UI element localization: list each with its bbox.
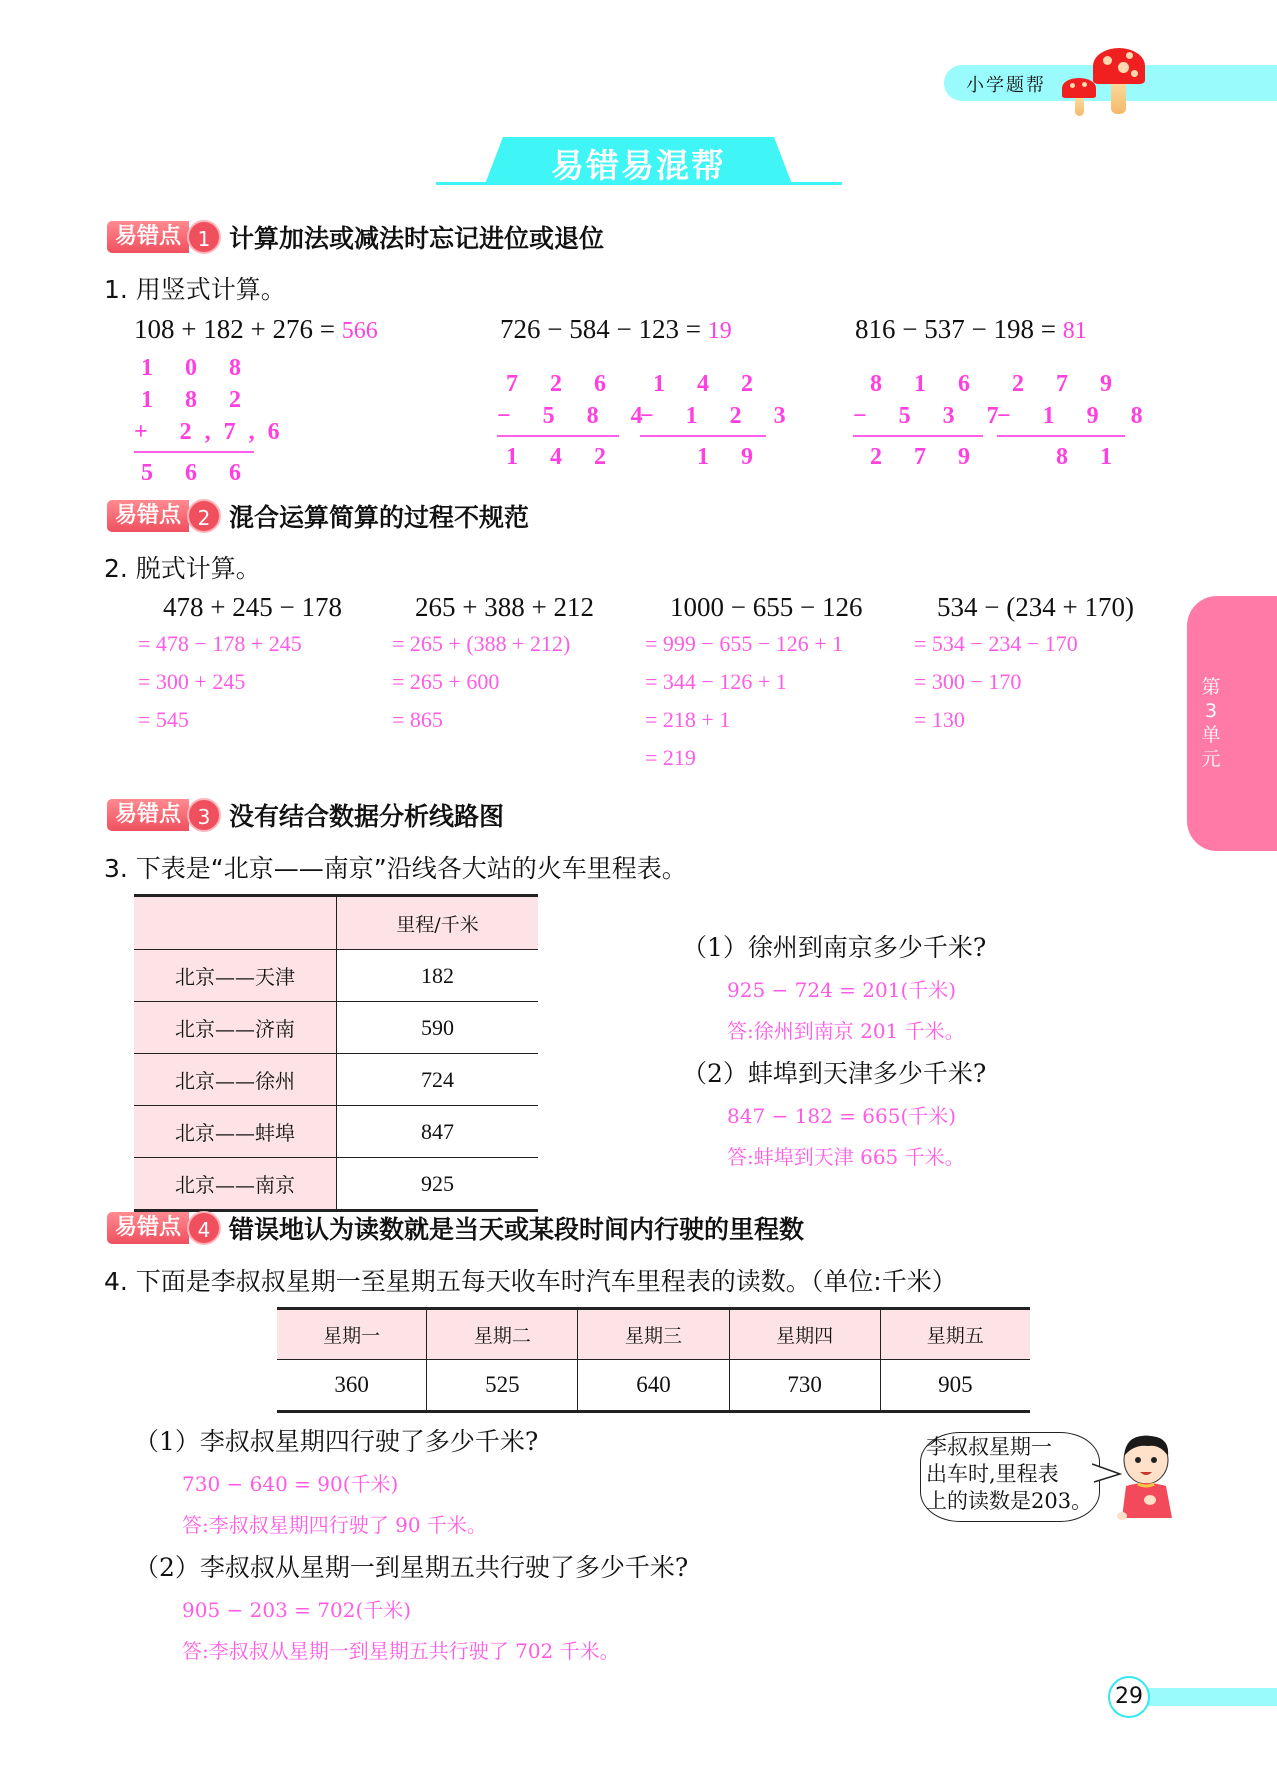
table-row: 北京——天津 182	[134, 950, 538, 1002]
table-row: 北京——济南 590	[134, 1002, 538, 1054]
step-calculation: 534 − (234 + 170) = 534 − 234 − 170 = 300 − 170 = 130	[914, 592, 1134, 732]
table-header-row: 里程/千米	[134, 896, 538, 950]
vertical-calculation: 1 0 8 1 8 2 + 2,7,6 5 6 6	[134, 355, 293, 486]
result-line	[497, 435, 619, 437]
section-number: 2	[187, 499, 221, 533]
table-header-row: 星期一 星期二 星期三 星期四 星期五	[277, 1309, 1030, 1360]
section-title: 混合运算简算的过程不规范	[229, 503, 530, 532]
question-1: 1. 用竖式计算。	[104, 275, 286, 304]
vertical-calculation: 7 2 6 − 5 8 4 1 4 2	[497, 371, 656, 470]
table-row: 北京——徐州 724	[134, 1054, 538, 1106]
error-point-badge: 易错点	[107, 500, 189, 532]
subquestion-block: （1）李叔叔星期四行驶了多少千米? 730 − 640 = 90(千米) 答:李叔叔星期四行驶了 90 千米。 （2）李叔叔从星期一到星期五共行驶了多少千米? 905 − 203 = 702(千米) 答:李叔叔从星期一到星期五共行驶了 702 千米。	[134, 1427, 689, 1663]
section-number: 4	[187, 1211, 221, 1245]
question-3: 3. 下表是“北京——南京”沿线各大站的火车里程表。	[104, 854, 687, 883]
boy-illustration-icon	[1108, 1430, 1188, 1525]
mushroom-icon	[1093, 48, 1145, 114]
section-heading-1	[107, 220, 604, 254]
question-2: 2. 脱式计算。	[104, 554, 261, 583]
problem-expression: 816 − 537 − 198 = 81	[855, 314, 1087, 344]
page-number: 29	[1108, 1676, 1150, 1718]
problem-expression: 108 + 182 + 276 = 566	[134, 314, 378, 344]
step-calculation: 265 + 388 + 212 = 265 + (388 + 212) = 265 + 600 = 865	[392, 592, 594, 732]
step-calculation: 478 + 245 − 178 = 478 − 178 + 245 = 300 + 245 = 545	[138, 592, 342, 732]
table-row: 北京——蚌埠 847	[134, 1106, 538, 1158]
vertical-calculation: 2 7 9 − 1 9 8 8 1	[997, 371, 1156, 470]
section-heading-3	[107, 798, 504, 832]
result-line	[640, 435, 766, 437]
mushroom-icon	[1062, 78, 1096, 118]
error-point-badge: 易错点	[107, 221, 189, 253]
section-number: 1	[187, 220, 221, 254]
error-point-badge: 易错点	[107, 799, 189, 831]
speech-bubble-text: 李叔叔星期一 出车时,里程表 上的读数是203。	[926, 1435, 1093, 1513]
section-title: 没有结合数据分析线路图	[229, 802, 505, 831]
brand-label: 小学题帮	[966, 75, 1046, 96]
odometer-table	[277, 1307, 1030, 1413]
section-heading-4	[107, 1211, 804, 1245]
problem-expression: 726 − 584 − 123 = 19	[500, 314, 732, 344]
answer: 81	[1062, 318, 1087, 344]
question-4: 4. 下面是李叔叔星期一至星期五每天收车时汽车里程表的读数。（单位:千米）	[104, 1267, 957, 1296]
error-point-badge: 易错点	[107, 1212, 189, 1244]
page-number-bar	[1138, 1688, 1277, 1706]
section-title: 计算加法或减法时忘记进位或退位	[229, 224, 605, 253]
vertical-calculation: 8 1 6 − 5 3 7 2 7 9	[853, 371, 1012, 470]
table-row: 360 525 640 730 905	[277, 1360, 1030, 1412]
page-title: 易错易混帮	[551, 146, 726, 185]
mileage-table	[134, 894, 538, 1212]
vertical-calculation: 1 4 2 − 1 2 3 1 9	[640, 371, 799, 470]
table-row: 北京——南京 925	[134, 1158, 538, 1211]
section-heading-2	[107, 499, 529, 533]
section-title: 错误地认为读数就是当天或某段时间内行驶的里程数	[229, 1215, 805, 1244]
unit-label: 第 3 单 元	[1201, 676, 1221, 770]
result-line	[853, 435, 983, 437]
result-line	[134, 451, 254, 453]
subquestion-block: （1）徐州到南京多少千米? 925 − 724 = 201(千米) 答:徐州到南京 201 千米。 （2）蚌埠到天津多少千米? 847 − 182 = 665(千米) 答:蚌埠到天津 665 千米。	[682, 933, 987, 1169]
answer: 566	[341, 318, 378, 344]
step-calculation: 1000 − 655 − 126 = 999 − 655 − 126 + 1 = 344 − 126 + 1 = 218 + 1 = 219	[645, 592, 863, 770]
section-number: 3	[187, 798, 221, 832]
answer: 19	[707, 318, 732, 344]
result-line	[997, 435, 1125, 437]
